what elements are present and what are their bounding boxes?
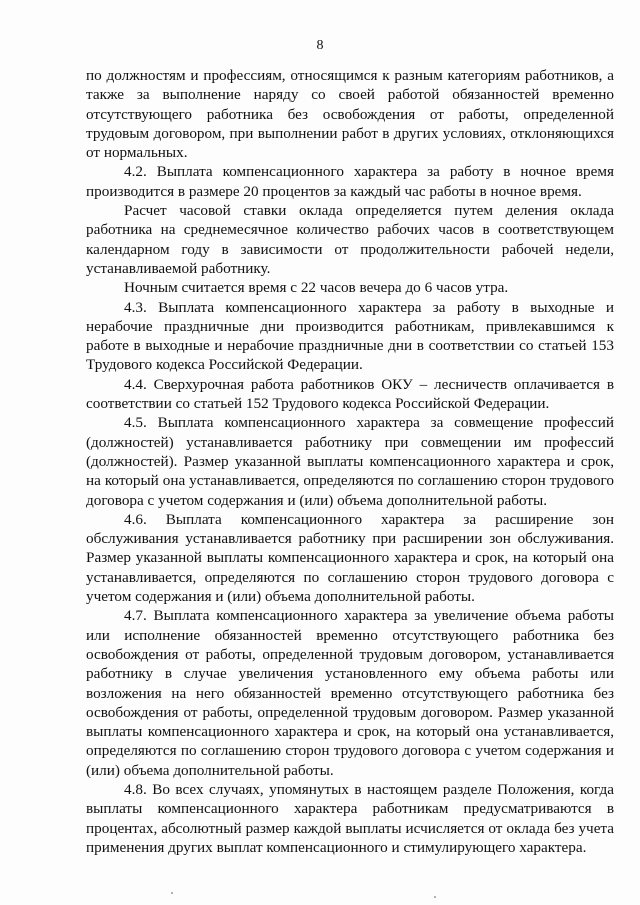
paragraph-4-6: 4.6. Выплата компенсационного характера за расширение зон обслуживания устанавливается работнику при расширении зон обслуживания. Размер указанной выплаты компенсационного характера и срок, на который она устанавливается, определяются по соглашению сторон трудового договора с учетом содержания и (или) объема дополнительной работы. — [86, 510, 614, 606]
paragraph-night-time: Ночным считается время с 22 часов вечера до 6 часов утра. — [124, 279, 509, 297]
scan-speck — [434, 896, 436, 898]
paragraph-4-4: 4.4. Сверхурочная работа работников ОКУ – лесничеств оплачивается в соответствии со статьей 152 Трудового кодекса Российской Федерации. — [86, 375, 614, 413]
paragraph-4-7: 4.7. Выплата компенсационного характера за увеличение объема работы или исполнение обязанностей временно отсутствующего работника без освобождения от работы, определенной трудовым договором, устанавливается работнику в случае увеличения установленного ему объема работы или возложения на него обязанностей временно отсутствующего работника без освобождения от работы, определенной трудовым договором. Размер указанной выплаты компенсационного характера и срок, на который она устанавливается, определяются по соглашению сторон трудового договора с учетом содержания и (или) объема дополнительной работы. — [86, 607, 614, 779]
paragraph-4-3: 4.3. Выплата компенсационного характера за работу в выходные и нерабочие праздничные дни производится работникам, привлекавшимся к работе в выходные и нерабочие праздничные дни в соответствии со статьей 153 Трудового кодекса Российской Федерации. — [86, 298, 614, 374]
paragraph-hourly-rate: Расчет часовой ставки оклада определяется путем деления оклада работника на среднемесячное количество рабочих часов в соответствующем календарном году в зависимости от продолжительности рабочей недели, устанавливаемой работнику. — [86, 202, 614, 277]
paragraph-4-2: 4.2. Выплата компенсационного характера за работу в ночное время производится в размере 20 процентов за каждый час работы в ночное время. — [86, 163, 614, 200]
paragraph-4-8: 4.8. Во всех случаях, упомянутых в настоящем разделе Положения, когда выплаты компенсационного характера работникам предусматриваются в процентах, абсолютный размер каждой выплаты исчисляется от оклада без учета применения других выплат компенсационного и стимулирующего характера. — [86, 780, 614, 856]
scan-speck — [171, 892, 173, 894]
document-body — [86, 66, 614, 857]
paragraph-continuation: по должностям и профессиям, относящимся к разным категориям работников, а также за выполнение наряду со своей работой обязанностей временно отсутствующего работника без освобождения от работы, определенной трудовым договором, при выполнении работ в других условиях, отклоняющихся от нормальных. — [86, 67, 614, 162]
paragraph-4-5: 4.5. Выплата компенсационного характера за совмещение профессий (должностей) устанавливается работнику при совмещении им профессий (должностей). Размер указанной выплаты компенсационного характера и срок, на который она устанавливается, определяются по соглашению сторон трудового договора с учетом содержания и (или) объема дополнительной работы. — [86, 414, 614, 509]
page-number: 8 — [316, 38, 324, 53]
